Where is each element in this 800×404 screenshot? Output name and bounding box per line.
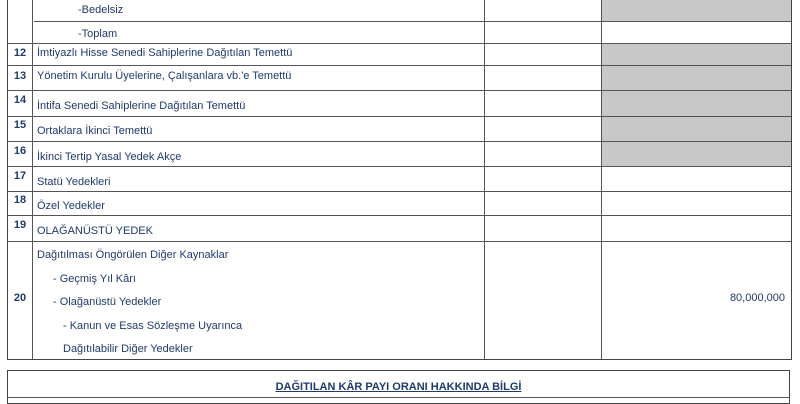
table-row	[8, 191, 791, 215]
row-label: Statü Yedekleri	[37, 176, 111, 188]
row-label: OLAĞANÜSTÜ YEDEK	[37, 225, 153, 237]
row-description-cell	[34, 21, 484, 44]
value-cell-1	[484, 91, 601, 116]
row-number: 15	[13, 119, 27, 131]
divider	[8, 397, 789, 398]
row-label: Yönetim Kurulu Üyelerine, Çalışanlara vb.'e Temettü	[37, 70, 292, 82]
value-cell-2	[601, 216, 791, 241]
row-number-cell	[8, 242, 33, 359]
row-description-cell	[34, 66, 484, 90]
value-cell-2	[601, 142, 791, 166]
table-row	[8, 141, 791, 166]
value-cell-1	[484, 216, 601, 241]
table-row	[8, 65, 791, 90]
value-cell-1	[484, 44, 601, 65]
row-number-cell	[8, 167, 33, 191]
table-row	[8, 21, 791, 43]
dividend-rate-info-table	[7, 370, 790, 404]
value-cell-1	[484, 192, 601, 215]
row-number: 20	[13, 292, 27, 304]
value-cell-1	[484, 21, 601, 43]
value-cell-1	[484, 66, 601, 90]
table-row	[8, 43, 791, 65]
value-cell-2	[601, 117, 791, 141]
value-cell-2	[601, 66, 791, 90]
value-cell-2	[601, 242, 791, 359]
row-number: 18	[13, 194, 27, 206]
row-number-cell	[8, 0, 33, 21]
section-title: DAĞITILAN KÂR PAYI ORANI HAKKINDA BİLGİ	[275, 381, 522, 393]
row-number-cell	[8, 66, 33, 90]
value-cell-2	[601, 0, 791, 21]
value-cell-1	[484, 117, 601, 141]
row-number: 16	[13, 145, 27, 157]
row-label: Dağıtılması Öngörülen Diğer Kaynaklar	[37, 249, 229, 261]
value-cell-2	[601, 91, 791, 116]
value-cell-2	[601, 167, 791, 191]
row-number-cell	[8, 216, 33, 241]
row-number-cell	[8, 192, 33, 215]
row-label: Özel Yedekler	[37, 200, 105, 212]
row-label: İkinci Tertip Yasal Yedek Akçe	[37, 151, 182, 163]
row-number: 17	[13, 170, 27, 182]
row-sublabel: - Kanun ve Esas Sözleşme Uyarınca	[63, 320, 243, 332]
row-description-cell	[34, 117, 484, 141]
row-label: İntifa Senedi Sahiplerine Dağıtılan Temettü	[37, 100, 246, 112]
row-description-cell	[34, 44, 484, 65]
value-cell-1	[484, 242, 601, 359]
row-description-cell	[34, 91, 484, 116]
table-row	[8, 116, 791, 141]
row-number: 14	[13, 94, 27, 106]
row-description-cell	[34, 192, 484, 215]
row-number: 13	[13, 70, 27, 82]
table-row	[8, 90, 791, 116]
table-row	[8, 215, 791, 241]
dividend-distribution-table	[7, 0, 792, 360]
row-sublabel: Dağıtılabilir Diğer Yedekler	[63, 343, 193, 355]
row-label: -Bedelsiz	[78, 4, 124, 16]
row-number-cell	[8, 21, 33, 43]
table-row	[8, 166, 791, 191]
value-cell-2	[601, 21, 791, 43]
value-cell-1	[484, 0, 601, 21]
row-description-cell	[34, 142, 484, 166]
value-cell-1	[484, 167, 601, 191]
row-number-cell	[8, 142, 33, 166]
row-description-cell	[34, 216, 484, 241]
row-number: 12	[13, 47, 27, 59]
row-value: 80,000,000	[729, 292, 785, 304]
value-cell-2	[601, 192, 791, 215]
row-label: Ortaklara İkinci Temettü	[37, 125, 153, 137]
table-row	[8, 241, 791, 359]
row-number: 19	[13, 219, 27, 231]
value-cell-2	[601, 44, 791, 65]
table-row	[8, 0, 791, 21]
row-label: İmtiyazlı Hisse Senedi Sahiplerine Dağıtılan Temettü	[37, 47, 293, 59]
row-description-cell	[34, 0, 484, 21]
row-sublabel: - Geçmiş Yıl Kârı	[53, 273, 136, 285]
row-description-cell	[34, 167, 484, 191]
row-number-cell	[8, 44, 33, 65]
row-sublabel: - Olağanüstü Yedekler	[53, 296, 162, 308]
row-number-cell	[8, 117, 33, 141]
row-number-cell	[8, 91, 33, 116]
value-cell-1	[484, 142, 601, 166]
row-label: -Toplam	[78, 28, 118, 40]
row-description-cell	[34, 242, 484, 359]
